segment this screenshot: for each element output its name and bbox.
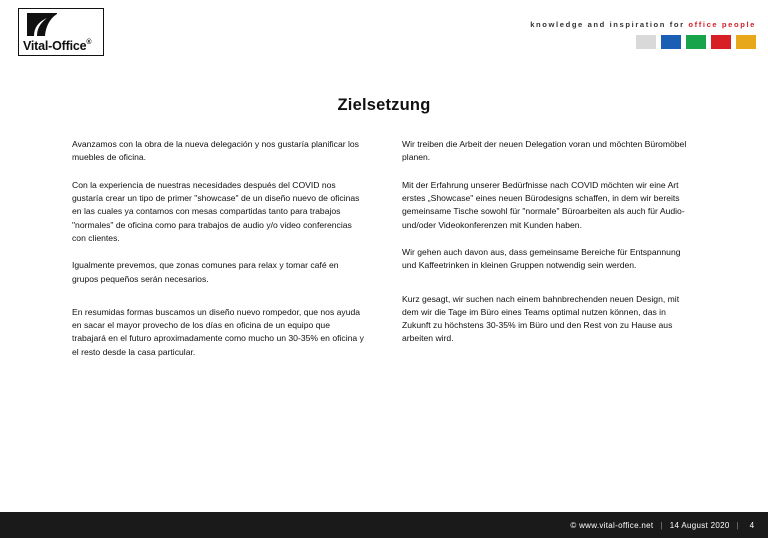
paragraph: Kurz gesagt, wir suchen nach einem bahnbrechenden neuen Design, mit dem wir die Tage im Büro eines Teams optimal nutzen können, das in Zukunft zu höchstens 30-35% im Büro und den Rest von zu Hause aus arbeiten wird. [402, 293, 680, 344]
tagline: knowledge and inspiration for office people [530, 20, 756, 29]
swatch-red [711, 35, 731, 49]
slide-footer [0, 512, 768, 538]
color-swatches [636, 35, 756, 49]
logo [18, 8, 104, 56]
logo-text: Vital-Office® [23, 39, 92, 53]
footer-separator: | [736, 520, 739, 530]
paragraph: Mit der Erfahrung unserer Bedürfnisse nach COVID möchten wir eine Art erstes „Showcase" eines neuen Bürodesigns schaffen, in dem wir bereits gemeinsame Tische sowohl für "normale" Büroarbeiten als auch für Audio- und/oder Videokonferenzen mit Kunden haben. [402, 179, 685, 230]
swatch-blue [661, 35, 681, 49]
footer-page-number: 4 [749, 520, 755, 530]
column-spanish [72, 138, 366, 373]
slide-header [0, 0, 768, 62]
column-german [402, 138, 696, 373]
paragraph: Con la experiencia de nuestras necesidades después del COVID nos gustaría crear un tipo de primer "showcase" de un diseño nuevo de oficinas en las cuales ya contamos con mesas compartidas tanto para trabajos "normales" de oficina como para trabajos de audio y/o video conferencias con clientes. [72, 179, 360, 243]
paragraph: Wir treiben die Arbeit der neuen Delegation voran und möchten Büromöbel planen. [402, 139, 687, 163]
swatch-yellow [736, 35, 756, 49]
vital-office-logo-mark-icon [25, 12, 59, 38]
footer-separator: | [660, 520, 663, 530]
footer-date: 14 August 2020 [669, 520, 730, 530]
footer-copyright: © www.vital-office.net [570, 520, 654, 530]
swatch-gray [636, 35, 656, 49]
swatch-green [686, 35, 706, 49]
paragraph: Wir gehen auch davon aus, dass gemeinsame Bereiche für Entspannung und Kaffeetrinken in kleinen Gruppen notwendig sein werden. [402, 246, 681, 271]
footer-content [570, 512, 758, 538]
page-title: Zielsetzung [337, 96, 431, 114]
paragraph: En resumidas formas buscamos un diseño nuevo rompedor, que nos ayuda en sacar el mayor provecho de los días en oficina de un equipo que trabajará en el futuro aproximadamente como mucho un 30-35% en oficina y el resto desde la casa particular. [72, 306, 364, 357]
paragraph: Avanzamos con la obra de la nueva delegación y nos gustaría planificar los muebles de oficina. [72, 139, 359, 163]
paragraph: Igualmente prevemos, que zonas comunes para relax y tomar café en grupos pequeños serán necesarios. [72, 260, 339, 284]
content-columns [72, 138, 696, 373]
